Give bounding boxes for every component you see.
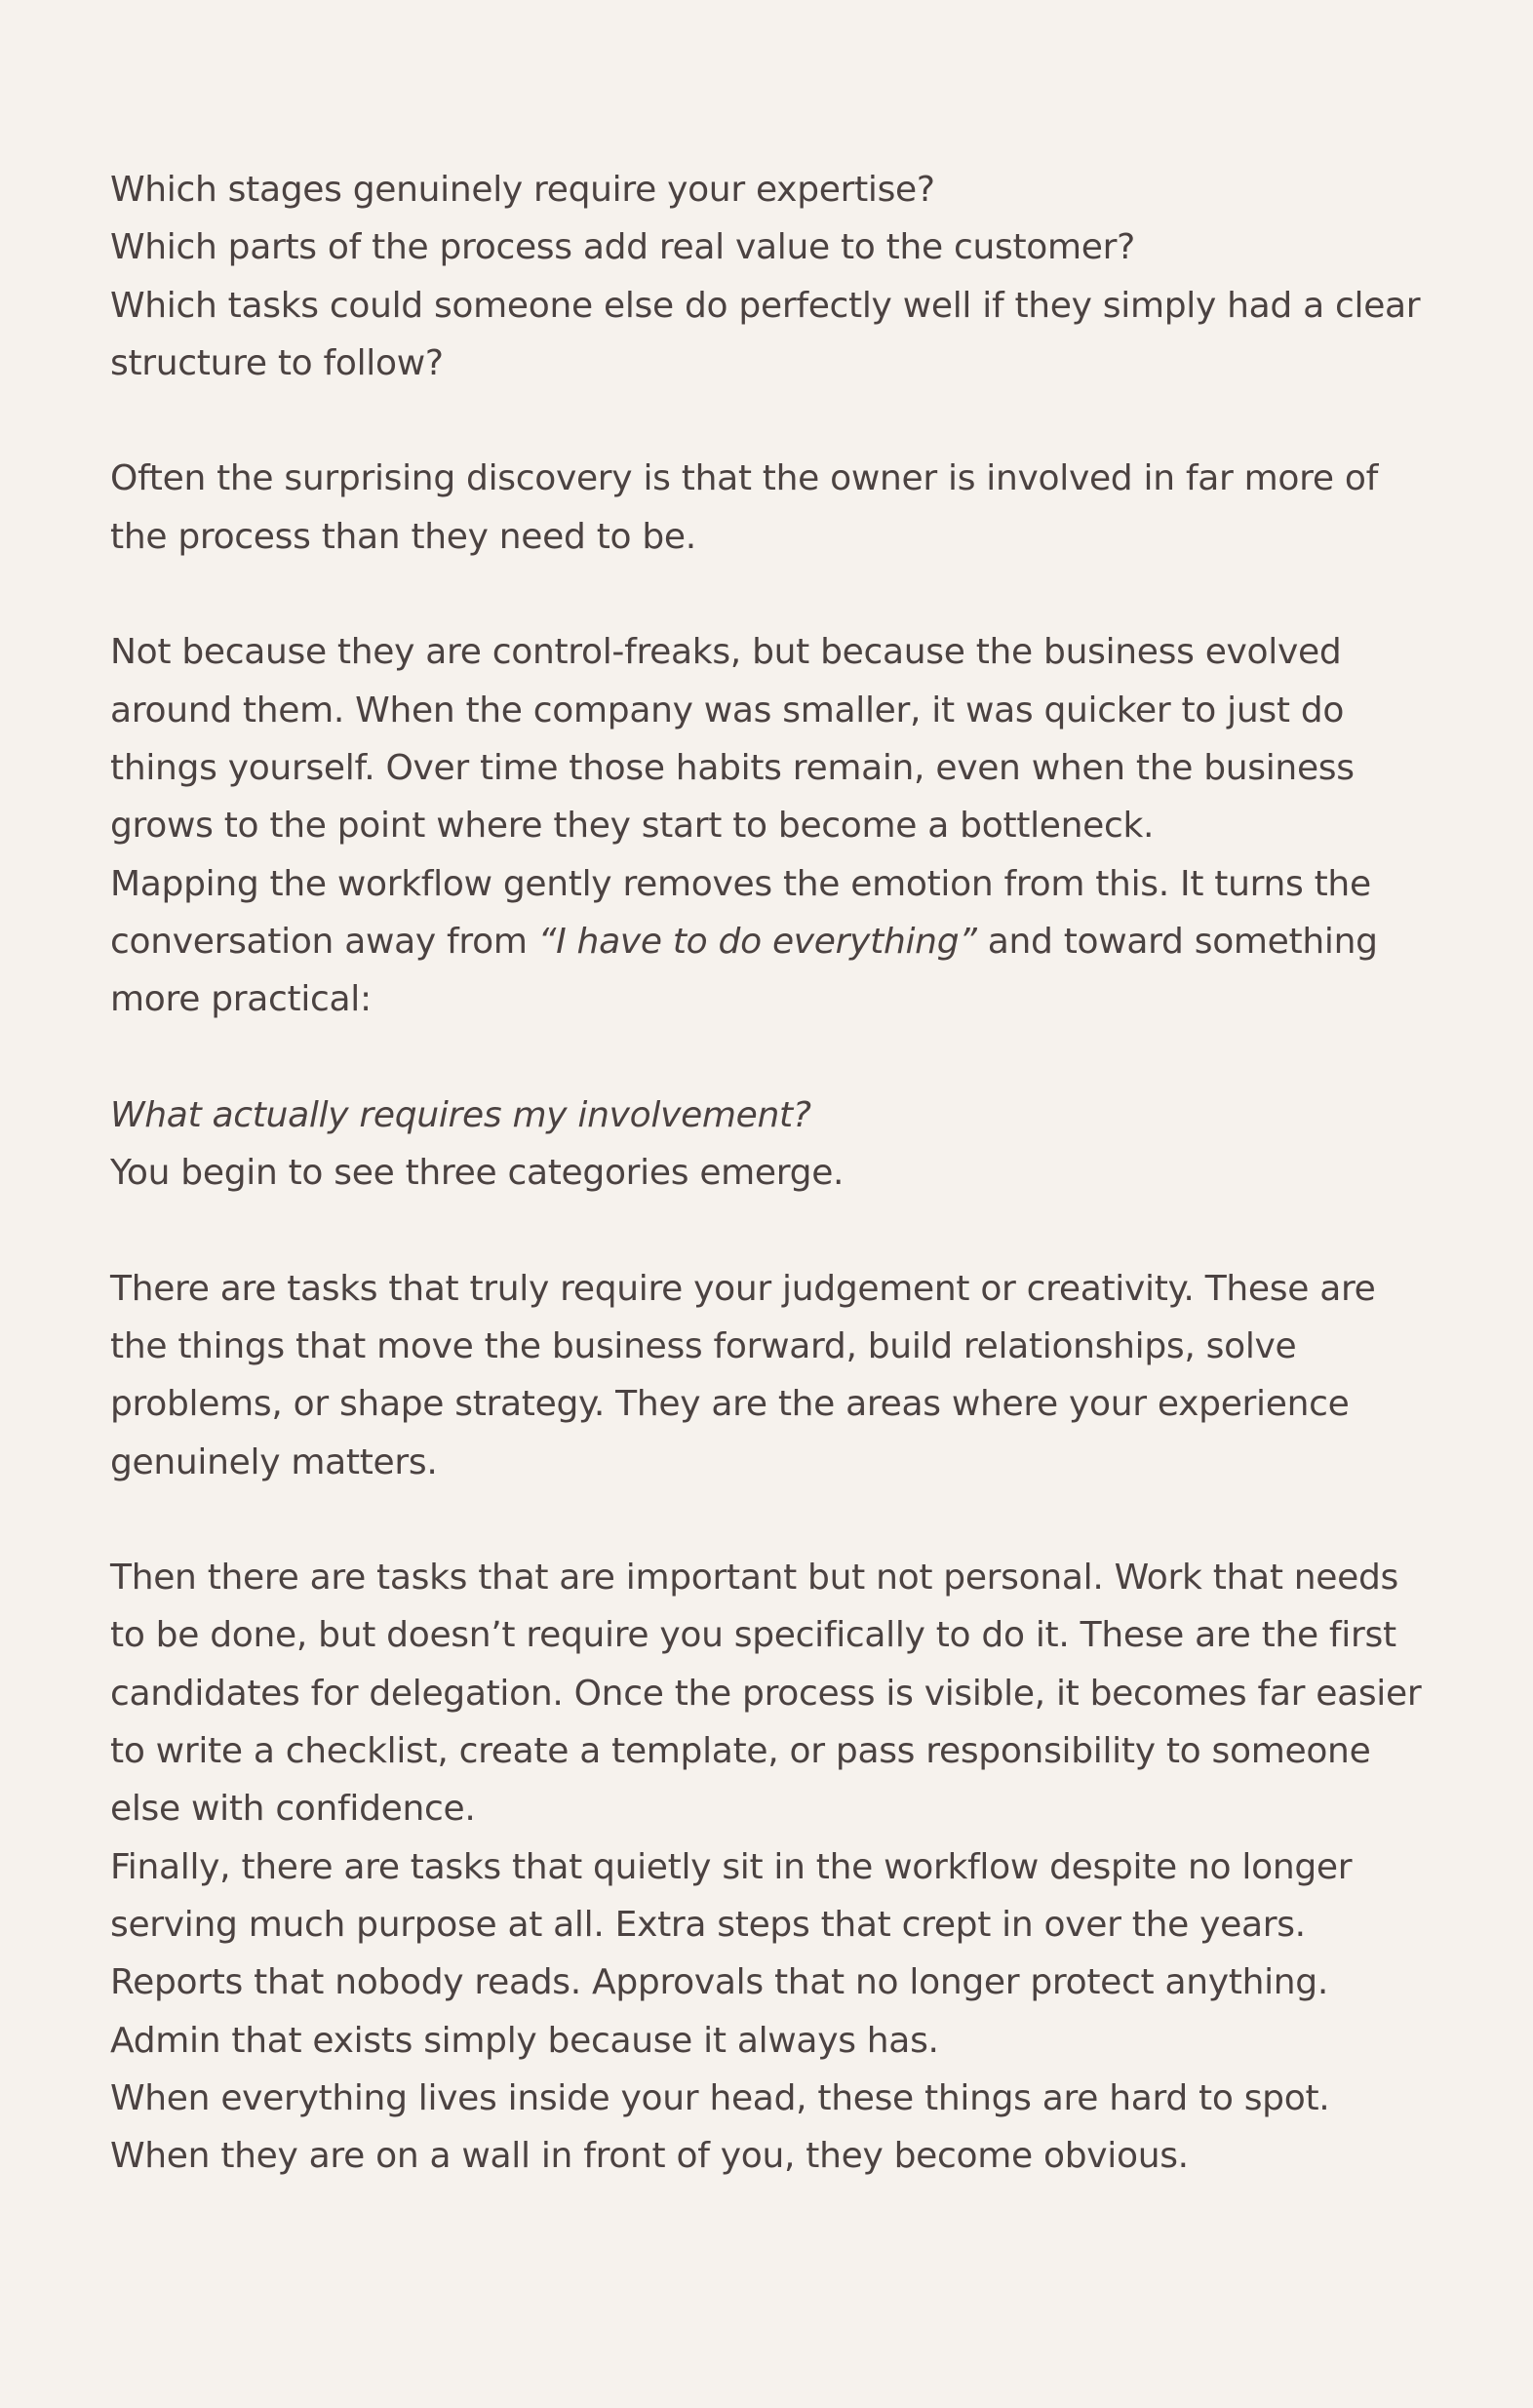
paragraph-gap <box>110 1202 1436 1259</box>
mapping-text-end: and toward something more practical: <box>110 921 1378 1020</box>
paragraph-head: When everything lives inside your head, these things are hard to spot. <box>110 2077 1330 2118</box>
mapping-quote: “I have to do everything” <box>537 921 977 962</box>
question-involvement <box>110 1086 1436 1144</box>
article-body <box>110 161 1436 2185</box>
mapping-text-start: Mapping the workflow gently removes the emotion from this. It turns the conversation away from <box>110 863 1371 962</box>
paragraph-often: Often the surprising discovery is that the owner is involved in far more of the process than they need to be. <box>110 458 1378 557</box>
question-delegate: Which tasks could someone else do perfectly well if they simply had a clear structure to follow? <box>110 285 1421 383</box>
paragraph-mapping <box>110 855 1436 1029</box>
paragraph-gap <box>110 1491 1436 1549</box>
paragraph-wall: When they are on a wall in front of you, they become obvious. <box>110 2136 1189 2177</box>
paragraph-categories: You begin to see three categories emerge. <box>110 1153 845 1194</box>
question-expertise: Which stages genuinely require your expertise? <box>110 170 935 210</box>
paragraph-judgement-tasks: There are tasks that truly require your judgement or creativity. These are the things that move the business forward, build relationships, solve problems, or shape strategy. They are the areas where your experience genuinely matters. <box>110 1268 1376 1482</box>
paragraph-gap <box>110 1028 1436 1086</box>
involvement-italic: What actually requires my involvement? <box>110 1094 811 1135</box>
paragraph-important-tasks: Then there are tasks that are important but not personal. Work that needs to be done, but doesn’t require you specifically to do it. These are the first candidates for delegation. Once the process is visible, it becomes far easier to write a checklist, create a template, or pass responsibility to someone else with confidence. <box>110 1558 1422 1830</box>
paragraph-gap <box>110 392 1436 450</box>
paragraph-gap <box>110 566 1436 623</box>
paragraph-not-because: Not because they are control-freaks, but because the business evolved around them. When the company was smaller, it was quicker to just do things yourself. Over time those habits remain, even when the business grows to the point where they start to become a bottleneck. <box>110 632 1355 847</box>
question-value: Which parts of the process add real value to the customer? <box>110 227 1135 268</box>
paragraph-finally: Finally, there are tasks that quietly sit in the workflow despite no longer serving much purpose at all. Extra steps that crept in over the years. Reports that nobody reads. Approvals that no longer protect anything. Admin that exists simply because it always has. <box>110 1846 1353 2061</box>
